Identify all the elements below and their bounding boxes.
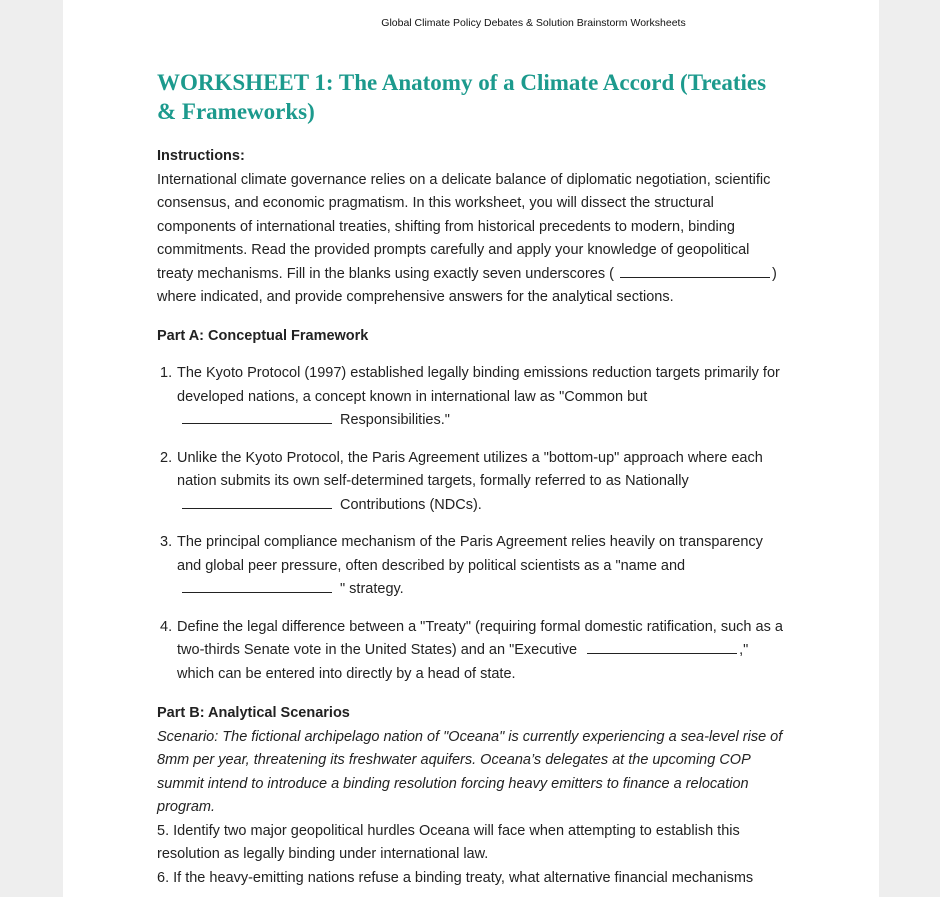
question-number: 1. — [160, 365, 173, 381]
running-header: Global Climate Policy Debates & Solution Brainstorm Worksheets — [381, 17, 686, 29]
instructions-text-start: International climate governance relies on a delicate balance of diplomatic negotiation, scientific consensus, and economic pragmatism. In this worksheet, you will dissect the structural components of international treaties, shifting from historical precedents to modern, binding commitments. Read the provided prompts carefully and apply your knowledge of geopolitical treaty mechanisms. Fill in the blanks using exactly seven underscores ( — [157, 171, 771, 282]
answer-blank[interactable] — [182, 494, 332, 509]
question-text-end: Responsibilities." — [340, 412, 450, 428]
question-text: The Kyoto Protocol (1997) established legally binding emissions reduction targets primarily for developed nations, a concept known in international law as "Common but — [177, 365, 780, 405]
part-a-title: Part A: Conceptual Framework — [157, 327, 369, 344]
question-item — [157, 616, 787, 687]
question-number: 2. — [160, 449, 173, 466]
question-item — [157, 531, 787, 602]
answer-blank[interactable] — [182, 578, 332, 593]
instructions-label: Instructions: — [157, 148, 245, 164]
question-6: 6. If the heavy-emitting nations refuse a binding treaty, what alternative financial mechanisms — [157, 869, 754, 886]
question-number: 3. — [160, 534, 173, 550]
question-text-end: ," which can be entered into directly by a head of state. — [177, 642, 749, 682]
part-a-questions — [157, 362, 787, 686]
question-item — [157, 362, 787, 433]
question-text-end: Contributions (NDCs). — [340, 496, 482, 513]
instructions-text — [157, 169, 787, 310]
question-text: Define the legal difference between a "Treaty" (requiring formal domestic ratification, such as a two-thirds Senate vote in the United States) and an "Executive — [177, 618, 783, 658]
answer-blank[interactable] — [587, 639, 737, 654]
scenario-text: Scenario: The fictional archipelago nation of "Oceana" is currently experiencing a sea-level rise of 8mm per year, threatening its freshwater aquifers. Oceana’s delegates at the upcoming COP summit intend to introduce a binding resolution forcing heavy emitters to finance a relocation program. — [157, 728, 783, 815]
question-text-end: " strategy. — [340, 581, 404, 597]
worksheet-page — [63, 0, 879, 897]
question-number: 4. — [160, 618, 173, 635]
question-text: The principal compliance mechanism of the Paris Agreement relies heavily on transparency and global peer pressure, often described by political scientists as a "name and — [177, 534, 763, 574]
worksheet-content — [157, 68, 787, 890]
worksheet-title: WORKSHEET 1: The Anatomy of a Climate Accord (Treaties & Frameworks) — [157, 70, 767, 124]
part-b-title: Part B: Analytical Scenarios — [157, 705, 350, 721]
question-text: Unlike the Kyoto Protocol, the Paris Agreement utilizes a "bottom-up" approach where each nation submits its own self-determined targets, formally referred to as Nationally — [177, 449, 763, 489]
instructions-text-end: ) where indicated, and provide comprehensive answers for the analytical sections. — [157, 265, 777, 305]
example-blank — [620, 263, 770, 278]
question-5: 5. Identify two major geopolitical hurdles Oceana will face when attempting to establish this resolution as legally binding under international law. — [157, 822, 740, 862]
question-item — [157, 447, 787, 518]
answer-blank[interactable] — [182, 409, 332, 424]
